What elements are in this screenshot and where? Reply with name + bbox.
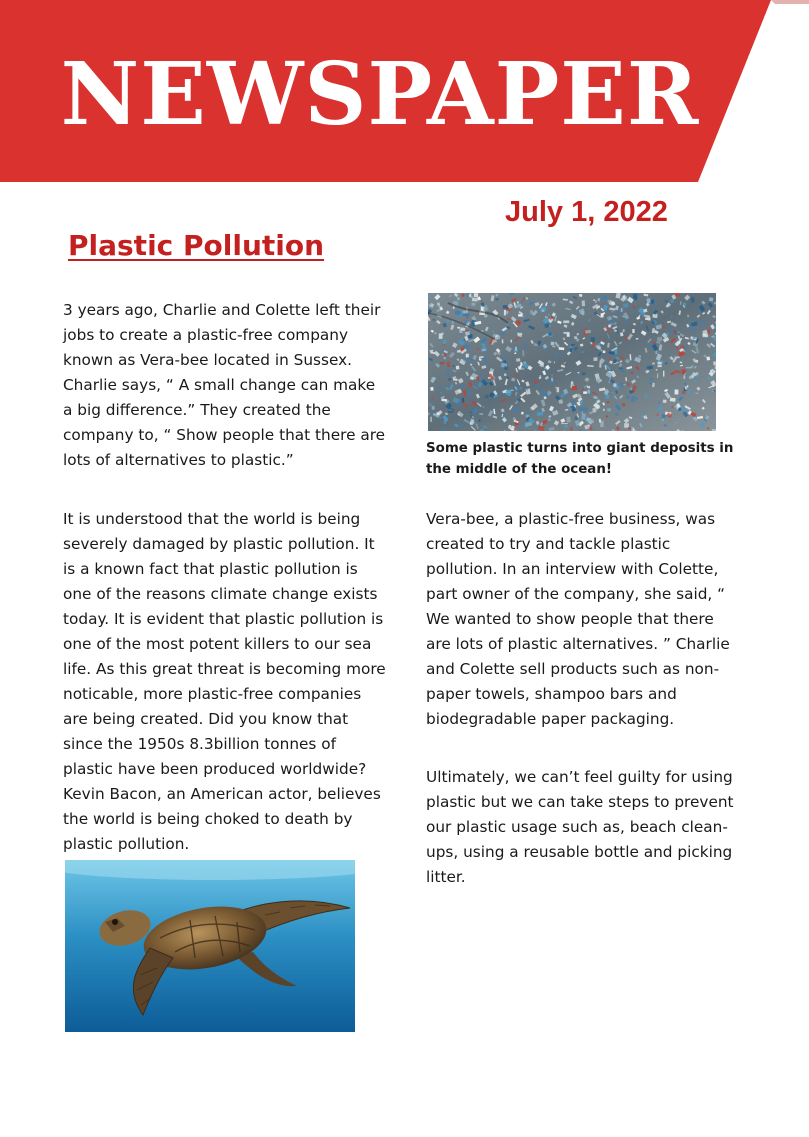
article-paragraph-2: It is understood that the world is being severely damaged by plastic pollution. It is a known fact that plastic pollution is one of the reasons climate change exists today. It is evident that plastic pollution is one of the most potent killers to our sea life. As this great threat is becoming more noticable, more plastic-free companies are being created. Did you know that since the 1950s 8.3billion tonnes of plastic have been produced worldwide? Kevin Bacon, an American actor, believes the world is being choked to death by plastic pollution. [63, 510, 386, 853]
article-paragraph-3: Vera-bee, a plastic-free business, was created to try and tackle plastic pollution. In an interview with Colette, part owner of the company, she said, “ We wanted to show people that there are lots of plastic alternatives. ” Charlie and Colette sell products such as non-paper towels, shampoo bars and biodegradable paper packaging. [426, 510, 730, 728]
article-paragraph-1: 3 years ago, Charlie and Colette left their jobs to create a plastic-free company known as Vera-bee located in Sussex. Charlie says, “ A small change can make a big difference.” They created the company to, “ Show people that there are lots of alternatives to plastic.” [63, 301, 386, 469]
issue-date: July 1, 2022 [505, 196, 668, 228]
article-headline: Plastic Pollution [68, 229, 325, 262]
sea-turtle-photo [65, 860, 355, 1032]
article-paragraph-4: Ultimately, we can’t feel guilty for using plastic but we can take steps to prevent our plastic usage such as, beach clean-ups, using a reusable bottle and picking litter. [426, 768, 734, 886]
masthead-banner [0, 0, 809, 182]
photo-caption: Some plastic turns into giant deposits in the middle of the ocean! [426, 441, 734, 477]
masthead-title: NEWSPAPER [60, 44, 700, 145]
ocean-plastic-photo [428, 293, 716, 431]
